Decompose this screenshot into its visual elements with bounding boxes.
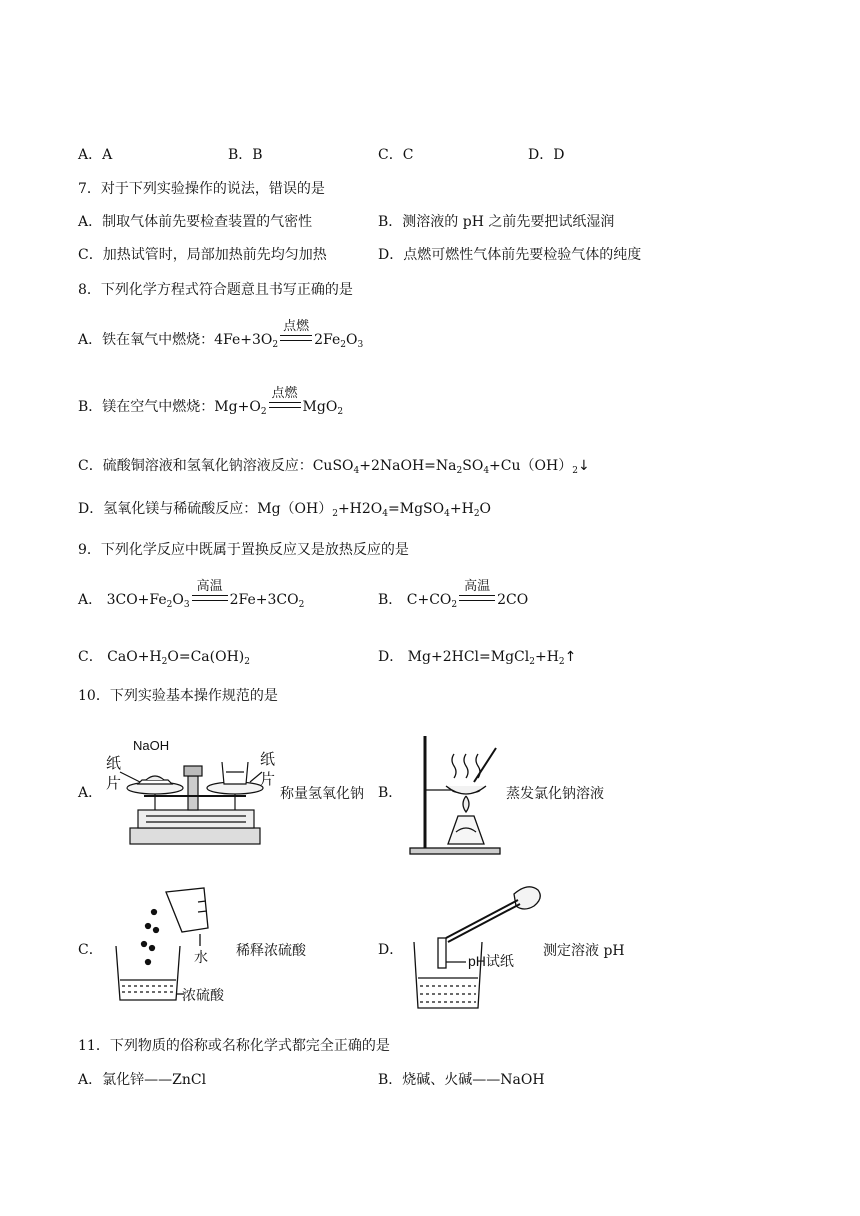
q9-option-b: B． $C+CO_2$ 高温 2CO <box>378 579 529 610</box>
q8-option-b-label: B．镁在空气中燃烧： <box>78 399 215 415</box>
q8-stem: 8．下列化学方程式符合题意且书写正确的是 <box>78 282 353 298</box>
paper-left-label-1: 纸 <box>106 755 122 772</box>
q6-option-d: D．D <box>528 147 565 163</box>
q10-option-c-caption: 稀释浓硫酸 <box>236 943 306 959</box>
q9-option-d: D． $Mg+2HCl=MgCl_2+H_2↑$ <box>378 649 577 667</box>
q7-stem: 7．对于下列实验操作的说法，错误的是 <box>78 181 325 197</box>
q11-option-b: B．烧碱、火碱——NaOH <box>378 1072 545 1088</box>
dilution-figure <box>108 882 248 1012</box>
reaction-condition: 点燃 <box>269 397 301 417</box>
q8-option-d: D．氢氧化镁与稀硫酸反应：$Mg(OH)_2+H2O_4=MgSO_4+H_2O$ <box>78 501 492 519</box>
gas-arrow-icon: ↑ <box>564 649 577 665</box>
q8-option-c-label: C．硫酸铜溶液和氢氧化钠溶液反应： <box>78 458 313 474</box>
q10-option-a-label: A． <box>78 785 103 801</box>
q10-option-c-label: C． <box>78 942 103 958</box>
q10-option-b-label: B． <box>378 785 403 801</box>
reaction-condition: 点燃 <box>280 330 312 350</box>
ph-paper-label: pH试纸 <box>468 953 514 969</box>
q9-option-b-label: B． <box>378 592 403 608</box>
precipitate-arrow-icon: ↓ <box>577 458 590 474</box>
q7-option-b: B．测溶液的 pH 之前先要把试纸湿润 <box>378 214 615 230</box>
q9-option-a-label: A． <box>78 592 103 608</box>
paper-right-label-1: 纸 <box>260 751 276 768</box>
reaction-condition: 高温 <box>192 590 228 610</box>
concentrated-acid-label: 浓硫酸 <box>182 987 224 1003</box>
water-label: 水 <box>194 949 208 965</box>
q9-option-c-label: C． <box>78 649 103 665</box>
q11-stem: 11．下列物质的俗称或名称化学式都完全正确的是 <box>78 1038 390 1054</box>
paper-right-label-2: 片 <box>260 771 276 788</box>
q9-option-c: C． $CaO+H_2O=Ca(OH)_2$ <box>78 649 251 667</box>
q10-option-d-label: D． <box>378 942 404 958</box>
q7-option-a: A．制取气体前先要检查装置的气密性 <box>78 214 313 230</box>
q6-option-a: A．A <box>78 147 113 163</box>
q9-option-d-label: D． <box>378 649 404 665</box>
q7-option-c: C．加热试管时，局部加热前先均匀加热 <box>78 247 327 263</box>
ph-test-figure <box>406 876 556 1016</box>
evaporation-figure <box>400 732 510 857</box>
q7-option-d: D．点燃可燃性气体前先要检验气体的纯度 <box>378 247 642 263</box>
q10-option-d-caption: 测定溶液 pH <box>543 943 625 959</box>
q8-option-b: B．镁在空气中燃烧：$Mg+O_2$ 点燃 MgO$_2$ <box>78 386 344 417</box>
q8-option-a-label: A．铁在氧气中燃烧： <box>78 332 215 348</box>
paper-left-label-2: 片 <box>106 775 122 792</box>
q10-stem: 10．下列实验基本操作规范的是 <box>78 688 278 704</box>
q8-option-d-label: D．氢氧化镁与稀硫酸反应： <box>78 501 258 517</box>
q6-option-b: B．B <box>228 147 263 163</box>
q8-option-a: A．铁在氧气中燃烧：$4Fe+3O_2$ 点燃 $2Fe_2O_3$ <box>78 319 364 350</box>
q8-option-c: C．硫酸铜溶液和氢氧化钠溶液反应：$CuSO_4+2NaOH=Na_2SO_4+Cu(OH)_2↓$ <box>78 458 590 476</box>
q10-option-a-caption: 称量氢氧化钠 <box>280 786 364 802</box>
q9-option-a: A． $3CO+Fe_2O_3$ 高温 $2Fe+3CO_2$ <box>78 579 305 610</box>
balance-figure <box>100 736 280 851</box>
q11-option-a: A．氯化锌——ZnCl <box>78 1072 207 1088</box>
reaction-condition: 高温 <box>459 590 495 610</box>
q6-option-c: C．C <box>378 147 414 163</box>
q9-stem: 9．下列化学反应中既属于置换反应又是放热反应的是 <box>78 542 409 558</box>
q10-option-b-caption: 蒸发氯化钠溶液 <box>506 786 604 802</box>
naoh-label: NaOH <box>133 738 170 753</box>
